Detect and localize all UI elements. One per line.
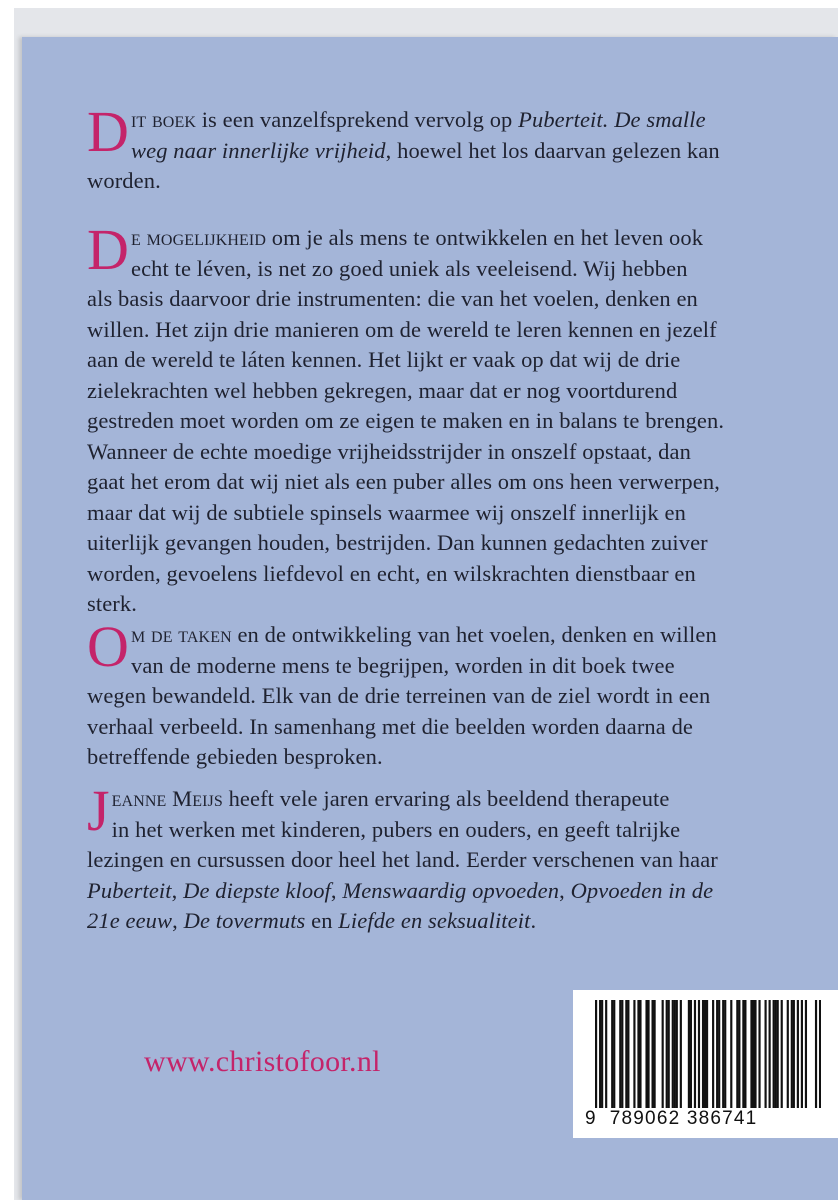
- barcode-bar: [773, 1000, 775, 1108]
- barcode-bar: [758, 1000, 760, 1108]
- barcode-bar: [744, 1000, 746, 1108]
- barcode-bar: [601, 1000, 603, 1108]
- text-segment: verhaal verbeeld. In samenhang met die beelden worden daarna de: [87, 713, 694, 739]
- drop-cap: O: [87, 614, 129, 679]
- barcode-bars: [595, 1000, 821, 1108]
- text-segment: worden, gevoelens liefdevol en echt, en wilskrachten dienstbaar en: [87, 560, 696, 586]
- text-segment: maar dat wij de subtiele spinsels waarmee wij onszelf innerlijk en: [87, 499, 686, 525]
- text-segment: echt te léven, is net zo goed uniek als veeleisend. Wij hebben: [131, 255, 688, 281]
- barcode-bar: [706, 1000, 708, 1108]
- barcode-bar: [738, 1000, 740, 1108]
- paragraph-text: [87, 778, 777, 937]
- italic-text: De diepste kloof: [183, 877, 331, 903]
- paragraph-1: [87, 99, 777, 197]
- barcode-bar: [680, 1000, 682, 1108]
- text-segment: lezingen en cursussen door heel het land. Eerder verschenen van haar: [87, 847, 718, 872]
- barcode-bar: [645, 1000, 647, 1108]
- text-segment: willen. Het zijn drie manieren om de wereld te leren kennen en jezelf: [87, 316, 717, 342]
- paragraph-text: [87, 217, 777, 620]
- barcode-bar: [722, 1000, 724, 1108]
- text-segment: zielekrachten wel hebben gekregen, maar dat er nog voortdurend: [87, 377, 678, 403]
- text-line: [87, 742, 777, 773]
- barcode-bar: [815, 1000, 817, 1108]
- text-segment: en: [305, 908, 339, 933]
- paragraph-4: [87, 778, 777, 937]
- italic-text: 21e eeuw: [87, 908, 173, 933]
- text-line: [87, 528, 777, 559]
- barcode-bar: [662, 1000, 664, 1108]
- text-segment: worden.: [87, 168, 161, 193]
- text-segment: ,: [559, 877, 571, 903]
- text-line: [87, 105, 777, 136]
- drop-cap: J: [87, 778, 110, 843]
- text-line: [87, 712, 777, 743]
- barcode-bar: [668, 1000, 670, 1108]
- text-line: [87, 315, 777, 346]
- barcode-bar: [654, 1000, 656, 1108]
- italic-text: Menswaardig opvoeden: [342, 877, 560, 903]
- barcode-bar: [672, 1000, 674, 1108]
- barcode-bar: [712, 1000, 714, 1108]
- barcode-bar: [625, 1000, 627, 1108]
- barcode-bar: [769, 1000, 771, 1108]
- text-segment: gestreden moet worden om ze eigen te maken en in balans te brengen.: [87, 408, 725, 433]
- text-line: [87, 681, 777, 712]
- text-segment: en de ontwikkeling van het voelen, denken en willen: [231, 622, 717, 647]
- italic-text: De tovermuts: [183, 908, 306, 933]
- text-line: [87, 467, 777, 498]
- barcode: [573, 990, 838, 1138]
- text-segment: als basis daarvoor drie instrumenten: die van het voelen, denken en: [87, 286, 698, 311]
- text-line: [87, 223, 777, 254]
- text-segment: is een vanzelfsprekend vervolg op: [195, 107, 519, 132]
- barcode-bar: [791, 1000, 793, 1108]
- barcode-bar: [688, 1000, 690, 1108]
- lead-in: m de taken: [131, 622, 232, 647]
- text-line: [87, 284, 777, 315]
- barcode-bar: [752, 1000, 754, 1108]
- barcode-bar: [627, 1000, 629, 1108]
- italic-text: Liefde en seksualiteit: [338, 908, 531, 933]
- text-line: [87, 406, 777, 437]
- barcode-bar: [633, 1000, 635, 1108]
- barcode-bar: [666, 1000, 668, 1108]
- paragraph-2: [87, 217, 777, 620]
- text-line: [87, 589, 777, 620]
- text-line: [87, 784, 777, 815]
- text-segment: ,: [330, 877, 343, 903]
- barcode-bar: [698, 1000, 700, 1108]
- paragraph-text: [87, 614, 777, 773]
- website-url[interactable]: www.christofoor.nl: [144, 1045, 381, 1078]
- lead-in: it boek: [131, 107, 196, 132]
- italic-text: weg naar innerlijke vrijheid: [131, 137, 386, 163]
- text-segment: sterk.: [87, 591, 137, 616]
- text-segment: heeft vele jaren ervaring als beeldend therapeute: [222, 786, 670, 811]
- text-segment: van de moderne mens te begrijpen, worden in dit boek twee: [131, 652, 675, 678]
- italic-text: Opvoeden in de: [570, 877, 714, 903]
- text-segment: ,: [171, 877, 184, 903]
- barcode-number: [585, 1108, 757, 1130]
- drop-cap: D: [87, 99, 129, 164]
- barcode-bar: [621, 1000, 623, 1108]
- text-line: [87, 559, 777, 590]
- barcode-bar: [718, 1000, 720, 1108]
- text-line: [87, 620, 777, 651]
- barcode-bar: [704, 1000, 706, 1108]
- barcode-bar: [765, 1000, 767, 1108]
- barcode-bar: [694, 1000, 696, 1108]
- barcode-bar: [801, 1000, 803, 1108]
- text-line: [87, 815, 777, 846]
- barcode-bar: [647, 1000, 649, 1108]
- lead-in: eanne Meijs: [111, 786, 223, 811]
- barcode-bar: [716, 1000, 718, 1108]
- text-segment: om je als mens te ontwikkelen en het leven ook: [266, 225, 704, 250]
- paragraph-3: [87, 614, 777, 773]
- barcode-bar: [777, 1000, 779, 1108]
- text-line: [87, 166, 777, 197]
- text-line: [87, 498, 777, 529]
- barcode-bar: [619, 1000, 621, 1108]
- barcode-bar: [797, 1000, 799, 1108]
- text-line: [87, 651, 777, 682]
- text-segment: betreffende gebieden besproken.: [87, 744, 383, 769]
- barcode-bar: [605, 1000, 607, 1108]
- barcode-bar: [736, 1000, 738, 1108]
- text-line: [87, 136, 777, 167]
- barcode-bar: [775, 1000, 777, 1108]
- barcode-bar: [639, 1000, 641, 1108]
- barcode-bar: [730, 1000, 732, 1108]
- barcode-bar: [742, 1000, 744, 1108]
- barcode-bar: [805, 1000, 807, 1108]
- barcode-number-lead: 9: [585, 1108, 597, 1129]
- text-line: [87, 845, 777, 876]
- text-segment: in het werken met kinderen, pubers en ouders, en geeft talrijke: [111, 816, 681, 842]
- italic-text: Puberteit: [87, 877, 172, 903]
- text-segment: ,: [172, 908, 184, 933]
- barcode-bar: [754, 1000, 756, 1108]
- text-segment: wegen bewandeld. Elk van de drie terreinen van de ziel wordt in een: [87, 683, 711, 708]
- barcode-bar: [787, 1000, 789, 1108]
- barcode-bar: [599, 1000, 601, 1108]
- text-line: [87, 254, 777, 285]
- text-line: [87, 876, 777, 907]
- barcode-number-main: 789062 386741: [609, 1108, 758, 1129]
- barcode-bar: [652, 1000, 654, 1108]
- barcode-bar: [613, 1000, 615, 1108]
- barcode-bar: [793, 1000, 795, 1108]
- text-segment: Wanneer de echte moedige vrijheidsstrijder in onszelf opstaat, dan: [87, 438, 691, 464]
- barcode-bar: [724, 1000, 726, 1108]
- barcode-bar: [611, 1000, 613, 1108]
- barcode-bar: [637, 1000, 639, 1108]
- text-segment: aan de wereld te láten kennen. Het lijkt er vaak op dat wij de drie: [87, 347, 681, 372]
- text-segment: gaat het erom dat wij niet als een puber alles om ons heen verwerpen,: [87, 469, 720, 494]
- text-line: [87, 345, 777, 376]
- text-line: [87, 906, 777, 937]
- text-segment: , hoewel het los daarvan gelezen kan: [385, 137, 720, 163]
- barcode-bar: [690, 1000, 692, 1108]
- barcode-bar: [595, 1000, 597, 1108]
- barcode-bar: [819, 1000, 821, 1108]
- barcode-bar: [702, 1000, 704, 1108]
- italic-text: Puberteit. De smalle: [518, 107, 706, 132]
- text-line: [87, 437, 777, 468]
- barcode-bar: [781, 1000, 783, 1108]
- lead-in: e mogelijkheid: [131, 225, 267, 250]
- text-segment: .: [530, 908, 537, 933]
- barcode-bar: [674, 1000, 676, 1108]
- paragraph-text: [87, 99, 777, 197]
- barcode-bar: [750, 1000, 752, 1108]
- barcode-bar: [676, 1000, 678, 1108]
- drop-cap: D: [87, 217, 129, 282]
- text-line: [87, 376, 777, 407]
- text-segment: uiterlijk gevangen houden, bestrijden. Dan kunnen gedachten zuiver: [87, 530, 708, 555]
